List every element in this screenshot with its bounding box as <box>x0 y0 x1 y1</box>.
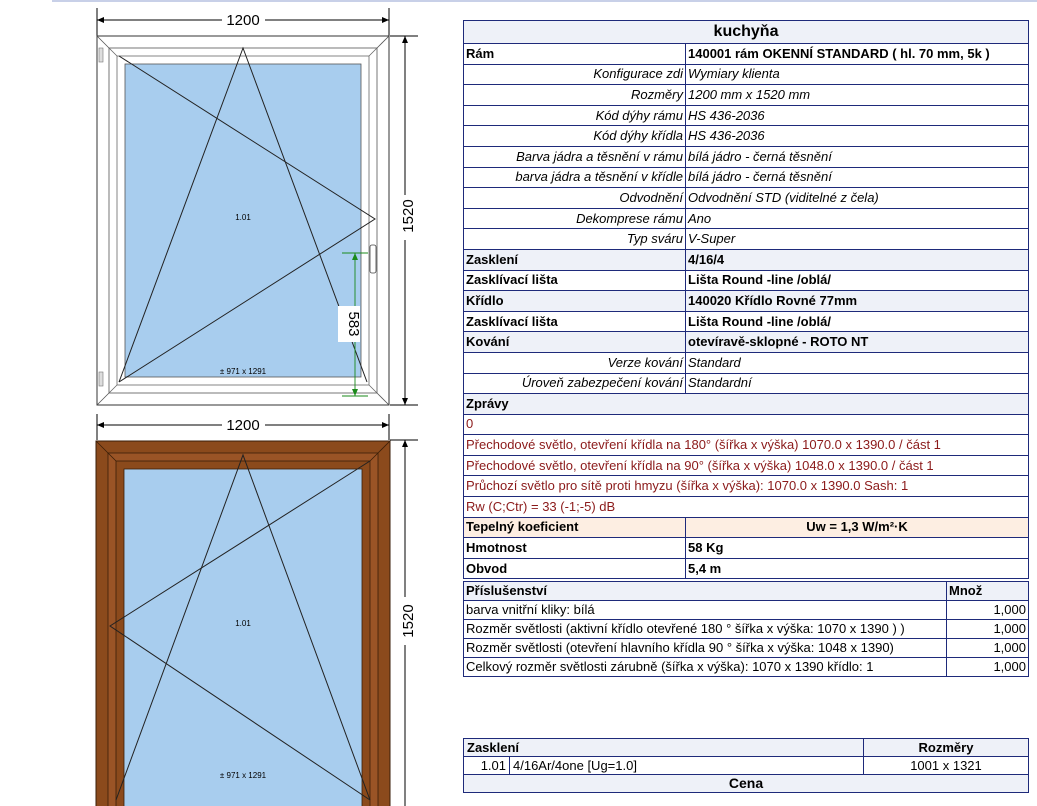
spec-value: HS 436-2036 <box>686 126 1029 147</box>
glazing-desc: 4/16Ar/4one [Ug=1.0] <box>510 757 864 775</box>
glazing-dims-header: Rozměry <box>864 739 1029 757</box>
glazing-id: 1.01 <box>464 757 510 775</box>
message-line: 0 <box>464 414 1029 435</box>
perimeter-label: Obvod <box>464 558 686 579</box>
spec-label: Kód dýhy rámu <box>464 105 686 126</box>
spec-label: Úroveň zabezpečení kování <box>464 373 686 394</box>
spec-table <box>463 20 1029 579</box>
spec-value: 140001 rám OKENNÍ STANDARD ( hl. 70 mm, 5k ) <box>686 44 1029 65</box>
messages-title: Zprávy <box>464 394 1029 415</box>
spec-value: Lišta Round -line /oblá/ <box>686 311 1029 332</box>
spec-label: Dekomprese rámu <box>464 208 686 229</box>
spec-label: Odvodnění <box>464 188 686 209</box>
thermal-label: Tepelný koeficient <box>464 517 686 538</box>
drawing2-size-label: ± 971 x 1291 <box>219 771 267 780</box>
drawing1-size-label: ± 971 x 1291 <box>219 367 267 376</box>
perimeter-value: 5,4 m <box>686 558 1029 579</box>
thermal-value: Uw = 1,3 W/m²·K <box>686 517 1029 538</box>
spec-label: Verze kování <box>464 352 686 373</box>
weight-label: Hmotnost <box>464 538 686 559</box>
spec-label: Typ sváru <box>464 229 686 250</box>
spec-value: 1200 mm x 1520 mm <box>686 85 1029 106</box>
accessory-name: barva vnitřní kliky: bílá <box>464 601 947 620</box>
spec-value: otevíravě-sklopné - ROTO NT <box>686 332 1029 353</box>
window-drawings <box>0 0 460 806</box>
spec-label: barva jádra a těsnění v křídle <box>464 167 686 188</box>
accessory-name: Rozměr světlosti (otevření hlavního křídla 90 ° šířka x výška: 1048 x 1390) <box>464 639 947 658</box>
spec-label: Rozměry <box>464 85 686 106</box>
window-drawing-white <box>97 8 418 405</box>
message-line: Průchozí světlo pro sítě proti hmyzu (šířka x výška): 1070.0 x 1390.0 Sash: 1 <box>464 476 1029 497</box>
weight-value: 58 Kg <box>686 538 1029 559</box>
drawing2-height-dim: 1520 <box>400 604 417 638</box>
accessories-table <box>463 581 1029 677</box>
spec-label: Kování <box>464 332 686 353</box>
drawing2-width-dim: 1200 <box>226 417 260 434</box>
spec-label: Konfigurace zdi <box>464 64 686 85</box>
accessories-header: Příslušenství <box>464 582 947 601</box>
handle-icon <box>370 245 376 273</box>
handle-height-dim: 583 <box>345 311 362 337</box>
spec-value: bílá jádro - černá těsnění <box>686 167 1029 188</box>
message-line: Přechodové světlo, otevření křídla na 180° (šířka x výška) 1070.0 x 1390.0 / část 1 <box>464 435 1029 456</box>
spec-value: V-Super <box>686 229 1029 250</box>
accessory-name: Rozměr světlosti (aktivní křídlo otevřené 180 ° šířka x výška: 1070 x 1390 ) ) <box>464 620 947 639</box>
spec-label: Křídlo <box>464 291 686 312</box>
spec-value: Lišta Round -line /oblá/ <box>686 270 1029 291</box>
drawing1-sash-label: 1.01 <box>235 213 251 222</box>
spec-label: Barva jádra a těsnění v rámu <box>464 146 686 167</box>
accessory-qty: 1,000 <box>947 601 1029 620</box>
spec-label: Kód dýhy křídla <box>464 126 686 147</box>
accessory-name: Celkový rozměr světlosti zárubně (šířka x výška): 1070 x 1390 křídlo: 1 <box>464 658 947 677</box>
price-header: Cena <box>464 775 1029 793</box>
drawing2-sash-label: 1.01 <box>235 619 251 628</box>
spec-value: Wymiary klienta <box>686 64 1029 85</box>
spec-label: Zasklívací lišta <box>464 311 686 332</box>
accessory-qty: 1,000 <box>947 620 1029 639</box>
qty-header: Množ <box>947 582 1029 601</box>
spec-value: Standardní <box>686 373 1029 394</box>
accessory-qty: 1,000 <box>947 658 1029 677</box>
accessory-qty: 1,000 <box>947 639 1029 658</box>
spec-label: Rám <box>464 44 686 65</box>
drawing1-width-dim: 1200 <box>226 12 260 29</box>
spec-value: bílá jádro - černá těsnění <box>686 146 1029 167</box>
glazing-header: Zasklení <box>464 739 864 757</box>
message-line: Rw (C;Ctr) = 33 (-1;-5) dB <box>464 497 1029 518</box>
glazing-table <box>463 738 1029 793</box>
spec-label: Zasklívací lišta <box>464 270 686 291</box>
message-line: Přechodové světlo, otevření křídla na 90° (šířka x výška) 1048.0 x 1390.0 / část 1 <box>464 455 1029 476</box>
spec-title: kuchyňa <box>464 21 1029 44</box>
window-drawing-wood <box>96 414 418 806</box>
spec-value: HS 436-2036 <box>686 105 1029 126</box>
spec-value: 4/16/4 <box>686 249 1029 270</box>
drawing1-height-dim: 1520 <box>400 199 417 233</box>
spec-label: Zasklení <box>464 249 686 270</box>
spec-value: Ano <box>686 208 1029 229</box>
spec-value: Standard <box>686 352 1029 373</box>
glazing-dims: 1001 x 1321 <box>864 757 1029 775</box>
spec-value: 140020 Křídlo Rovné 77mm <box>686 291 1029 312</box>
spec-value: Odvodnění STD (viditelné z čela) <box>686 188 1029 209</box>
